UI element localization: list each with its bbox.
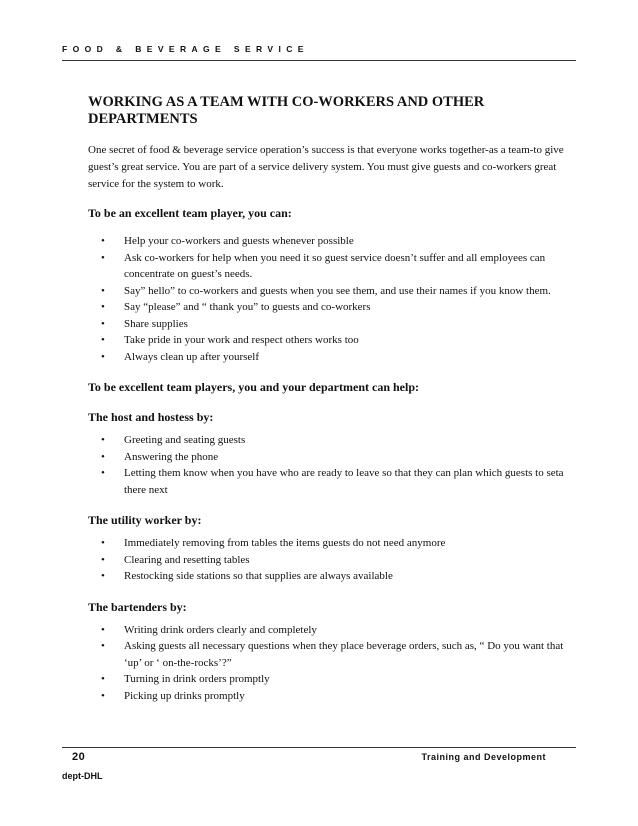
- bullet-icon: •: [101, 467, 105, 479]
- list-item: • Say “please” and “ thank you” to guests and co-workers: [88, 299, 568, 316]
- bullet-icon: •: [101, 251, 105, 264]
- header-rule: [62, 60, 576, 61]
- host-list: [88, 432, 568, 498]
- list-item: • Say” hello” to co-workers and guests when you see them, and use their names if you know them.: [88, 283, 568, 300]
- list-item: • Immediately removing from tables the items guests do not need anymore: [88, 535, 568, 552]
- utility-heading: The utility worker by:: [88, 513, 202, 527]
- list-item: • Help your co-workers and guests whenever possible: [88, 233, 568, 250]
- bullet-icon: •: [101, 689, 105, 702]
- team-player-heading: To be an excellent team player, you can:: [88, 206, 292, 220]
- bullet-icon: •: [101, 434, 105, 446]
- list-item: • Letting them know when you have who are ready to leave so that they can plan which guests to seta there next: [101, 467, 564, 496]
- list-item: • Always clean up after yourself: [88, 349, 568, 366]
- list-item: • Answering the phone: [88, 449, 568, 466]
- bullet-icon: •: [101, 570, 105, 582]
- list-item: • Turning in drink orders promptly: [88, 671, 568, 688]
- bullet-icon: •: [101, 334, 105, 346]
- bullet-icon: •: [101, 553, 105, 566]
- team-player-list: [88, 233, 568, 365]
- intro-paragraph: One secret of food & beverage service operation’s success is that everyone works together-as a team-to give guest’s great service. You are part of a service delivery system. You must give guests and co-workers great service for the system to work.: [88, 144, 564, 190]
- bullet-icon: •: [101, 537, 105, 549]
- bartenders-list: [88, 622, 568, 705]
- bullet-icon: •: [101, 673, 105, 685]
- bullet-icon: •: [101, 450, 105, 463]
- list-item: • Share supplies: [88, 316, 568, 333]
- list-item: • Ask co-workers for help when you need it so guest service doesn’t suffer and all employees can concentrate on guest’s needs.: [101, 251, 546, 280]
- running-header: FOOD & BEVERAGE SERVICE: [62, 44, 309, 54]
- list-item: • Restocking side stations so that supplies are always available: [88, 568, 568, 585]
- list-item: • Picking up drinks promptly: [88, 688, 568, 705]
- list-item: • Clearing and resetting tables: [88, 552, 568, 569]
- bullet-icon: •: [101, 235, 105, 247]
- host-heading: The host and hostess by:: [88, 410, 214, 424]
- section-title: WORKING AS A TEAM WITH CO-WORKERS AND OTHER DEPARTMENTS: [88, 94, 485, 127]
- list-item: • Greeting and seating guests: [88, 432, 568, 449]
- bartenders-heading: The bartenders by:: [88, 599, 187, 614]
- utility-list: [88, 535, 568, 585]
- list-item: • Writing drink orders clearly and completely: [88, 622, 568, 639]
- bullet-icon: •: [101, 350, 105, 363]
- bullet-icon: •: [101, 317, 105, 330]
- bullet-icon: •: [101, 301, 105, 313]
- list-item: • Take pride in your work and respect others works too: [88, 332, 568, 349]
- list-item: • Asking guests all necessary questions when they place beverage orders, such as, “ Do you want that ‘up’ or ‘ on-the-rocks’?”: [101, 640, 564, 669]
- footer-rule: [62, 747, 576, 748]
- bullet-icon: •: [101, 284, 105, 297]
- bullet-icon: •: [101, 623, 105, 636]
- page-number: 20: [72, 751, 86, 763]
- footer-title: Training and Development: [421, 752, 546, 762]
- page-content: [88, 94, 568, 719]
- dept-label: dept-DHL: [62, 771, 103, 781]
- department-heading: To be excellent team players, you and your department can help:: [88, 380, 419, 394]
- bullet-icon: •: [101, 640, 105, 652]
